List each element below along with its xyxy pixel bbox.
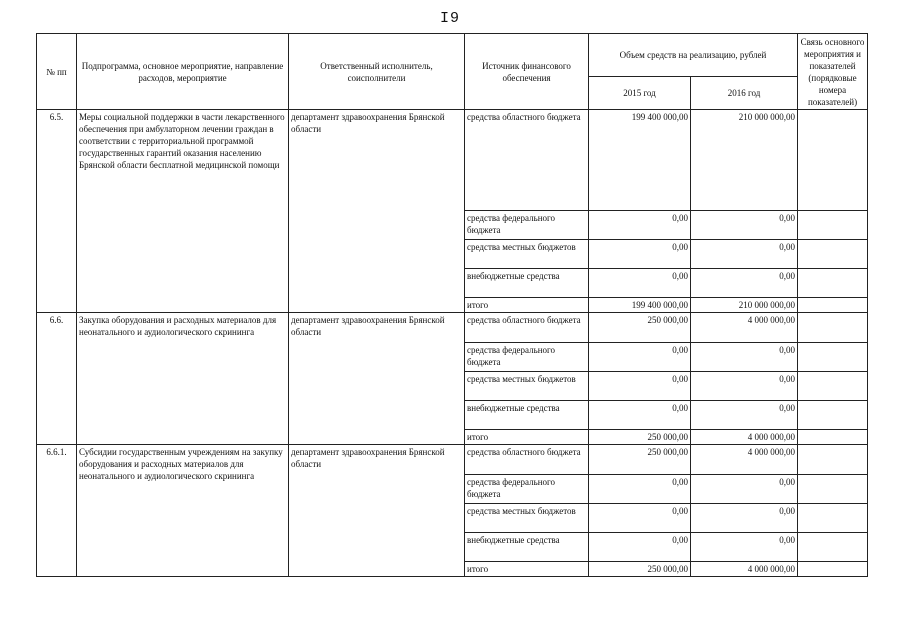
- total-2015: 199 400 000,00: [589, 298, 691, 313]
- link-cell: [798, 298, 868, 313]
- link-cell: [798, 343, 868, 372]
- value-2015: 0,00: [589, 372, 691, 401]
- value-2016: 210 000 000,00: [691, 110, 798, 211]
- value-2016: 0,00: [691, 343, 798, 372]
- link-cell: [798, 313, 868, 343]
- header-link: Связь основного мероприятия и показателей (порядковые номера показателей): [798, 34, 868, 110]
- source-cell: средства федерального бюджета: [465, 343, 589, 372]
- value-2015: 0,00: [589, 269, 691, 298]
- page-number: I9: [440, 10, 461, 27]
- value-2015: 0,00: [589, 211, 691, 240]
- section-program: Меры социальной поддержки в части лекарственного обеспечения при амбулаторном лечении граждан в соответствии с территориальной программой государственных гарантий оказания населению Брянской области бесплатной медицинской помощи: [77, 110, 289, 313]
- link-cell: [798, 562, 868, 577]
- header-year-2015: 2015 год: [589, 77, 691, 110]
- total-label: итого: [465, 430, 589, 445]
- section-program: Субсидии государственным учреждениям на закупку оборудования и расходных материалов для неонатального и аудиологического скрининга: [77, 445, 289, 577]
- value-2016: 0,00: [691, 475, 798, 504]
- value-2016: 0,00: [691, 533, 798, 562]
- link-cell: [798, 372, 868, 401]
- source-cell: средства местных бюджетов: [465, 372, 589, 401]
- link-cell: [798, 504, 868, 533]
- link-cell: [798, 269, 868, 298]
- section-executor: департамент здравоохранения Брянской области: [289, 445, 465, 577]
- link-cell: [798, 401, 868, 430]
- source-cell: средства областного бюджета: [465, 313, 589, 343]
- source-cell: средства местных бюджетов: [465, 240, 589, 269]
- value-2016: 0,00: [691, 211, 798, 240]
- value-2016: 0,00: [691, 269, 798, 298]
- header-volume: Объем средств на реализацию, рублей: [589, 34, 798, 77]
- source-cell: внебюджетные средства: [465, 269, 589, 298]
- section-executor: департамент здравоохранения Брянской области: [289, 313, 465, 445]
- section-program: Закупка оборудования и расходных материалов для неонатального и аудиологического скрининга: [77, 313, 289, 445]
- value-2015: 0,00: [589, 504, 691, 533]
- link-cell: [798, 110, 868, 211]
- link-cell: [798, 445, 868, 475]
- source-cell: средства федерального бюджета: [465, 211, 589, 240]
- value-2016: 0,00: [691, 401, 798, 430]
- budget-table: [36, 33, 868, 577]
- total-label: итого: [465, 298, 589, 313]
- value-2015: 250 000,00: [589, 445, 691, 475]
- link-cell: [798, 533, 868, 562]
- section-number: 6.5.: [37, 110, 77, 313]
- value-2015: 199 400 000,00: [589, 110, 691, 211]
- value-2016: 0,00: [691, 372, 798, 401]
- source-cell: внебюджетные средства: [465, 533, 589, 562]
- value-2015: 0,00: [589, 401, 691, 430]
- link-cell: [798, 240, 868, 269]
- total-2016: 210 000 000,00: [691, 298, 798, 313]
- value-2016: 0,00: [691, 504, 798, 533]
- link-cell: [798, 475, 868, 504]
- link-cell: [798, 211, 868, 240]
- value-2015: 0,00: [589, 475, 691, 504]
- header-source: Источник финансового обеспечения: [465, 34, 589, 110]
- source-cell: внебюджетные средства: [465, 401, 589, 430]
- total-label: итого: [465, 562, 589, 577]
- value-2016: 4 000 000,00: [691, 445, 798, 475]
- section-number: 6.6.: [37, 313, 77, 445]
- section-number: 6.6.1.: [37, 445, 77, 577]
- total-2015: 250 000,00: [589, 430, 691, 445]
- source-cell: средства федерального бюджета: [465, 475, 589, 504]
- total-2016: 4 000 000,00: [691, 430, 798, 445]
- source-cell: средства областного бюджета: [465, 445, 589, 475]
- header-year-2016: 2016 год: [691, 77, 798, 110]
- link-cell: [798, 430, 868, 445]
- source-cell: средства местных бюджетов: [465, 504, 589, 533]
- value-2015: 0,00: [589, 343, 691, 372]
- section-executor: департамент здравоохранения Брянской области: [289, 110, 465, 313]
- value-2015: 0,00: [589, 533, 691, 562]
- value-2015: 250 000,00: [589, 313, 691, 343]
- value-2015: 0,00: [589, 240, 691, 269]
- total-2016: 4 000 000,00: [691, 562, 798, 577]
- header-program: Подпрограмма, основное мероприятие, направление расходов, мероприятие: [77, 34, 289, 110]
- value-2016: 0,00: [691, 240, 798, 269]
- total-2015: 250 000,00: [589, 562, 691, 577]
- header-num: № пп: [37, 34, 77, 110]
- source-cell: средства областного бюджета: [465, 110, 589, 211]
- value-2016: 4 000 000,00: [691, 313, 798, 343]
- header-executor: Ответственный исполнитель, соисполнители: [289, 34, 465, 110]
